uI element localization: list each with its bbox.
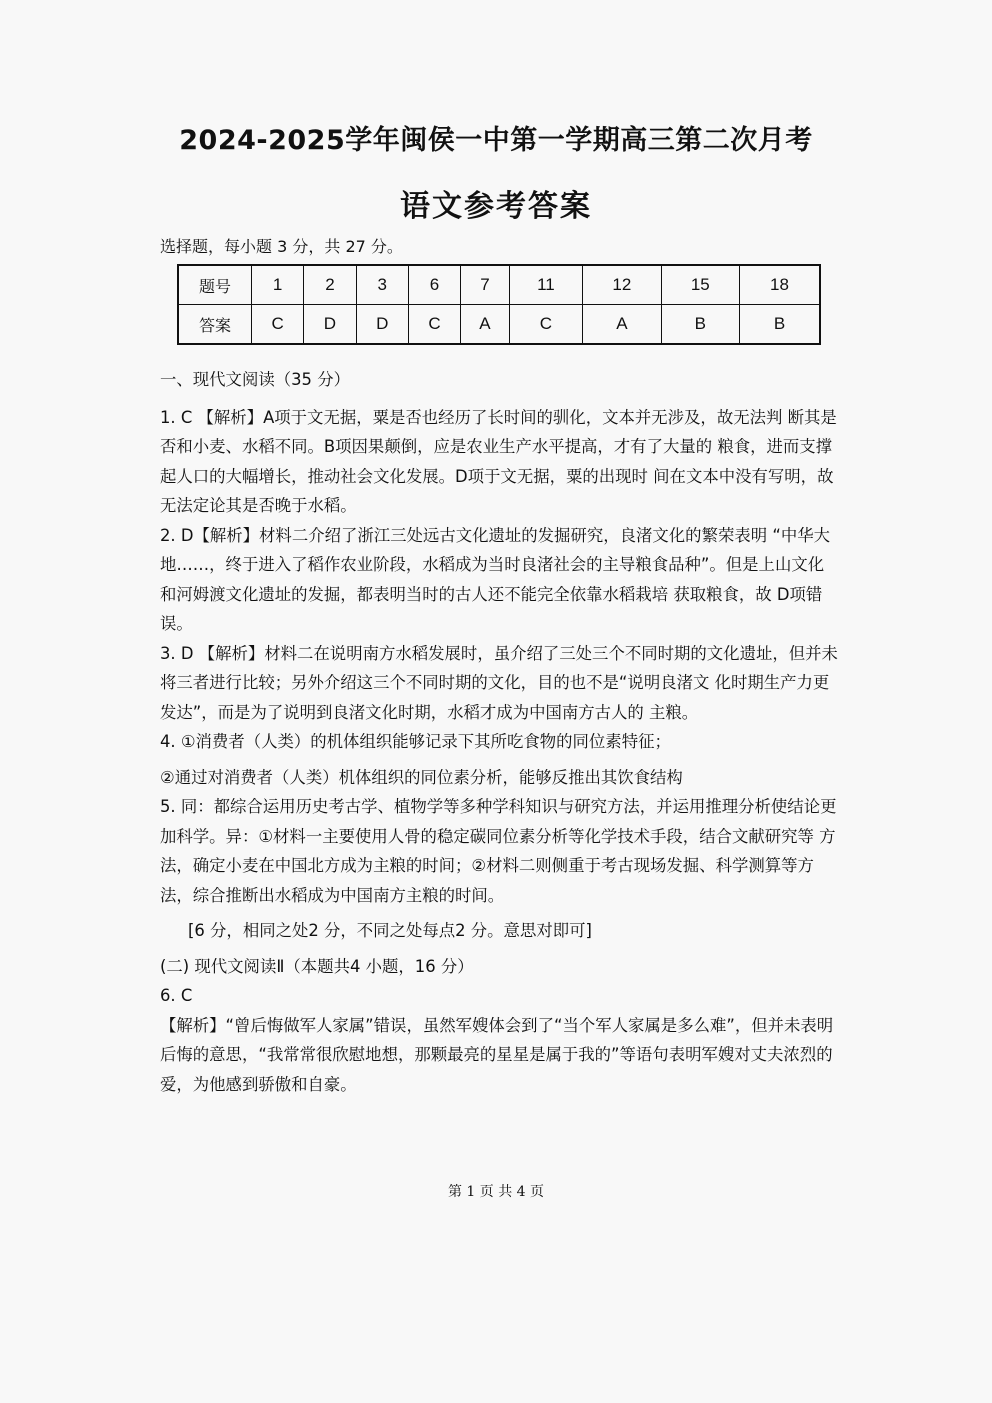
- answer-content: [160, 365, 840, 1099]
- question-number-cell: 1: [252, 265, 304, 305]
- question-number-cell: 18: [740, 265, 820, 305]
- answer-cell: C: [509, 305, 582, 345]
- exam-title: 2024-2025学年闽侯一中第一学期高三第二次月考: [179, 125, 813, 156]
- scoring-note: [6 分，相同之处2 分，不同之处每点2 分。意思对即可]: [188, 921, 592, 940]
- answer-cell: D: [356, 305, 408, 345]
- question-number-cell: 6: [408, 265, 460, 305]
- answer-q6-analysis: 【解析】“曾后悔做军人家属”错误，虽然军嫂体会到了“当个军人家属是多么难”，但并未表明后悔的意思，“我常常很欣慰地想，那颗最亮的星星是属于我的”等语句表明军嫂对丈夫浓烈的爱，为他感到骄傲和自豪。: [160, 1015, 834, 1094]
- answer-q1: 1. C 【解析】A项于文无据，粟是否也经历了长时间的驯化，文本并无涉及，故无法判 断其是否和小麦、水稻不同。B项因果颠倒，应是农业生产水平提高，才有了大量的 粮食，进而支撑起人口的大幅增长，推动社会文化发展。D项于文无据，粟的出现时 间在文本中没有写明，故无法定论其是否晚于水稻。: [160, 407, 837, 515]
- row-label-question: 题号: [178, 265, 252, 305]
- answer-cell: A: [583, 305, 661, 345]
- question-number-cell: 3: [356, 265, 408, 305]
- answer-table: [177, 264, 821, 345]
- question-number-cell: 7: [461, 265, 510, 305]
- answer-cell: C: [408, 305, 460, 345]
- answer-key-title: 语文参考答案: [400, 189, 592, 224]
- answer-cell: C: [252, 305, 304, 345]
- question-number-cell: 11: [509, 265, 582, 305]
- answer-cell: B: [740, 305, 820, 345]
- question-number-cell: 12: [583, 265, 661, 305]
- question-number-row: [178, 265, 820, 305]
- answer-q2: 2. D【解析】材料二介绍了浙江三处远古文化遗址的发掘研究，良渚文化的繁荣表明 “中华大地……，终于进入了稻作农业阶段，水稻成为当时良渚社会的主导粮食品种”。但是上山文化和河姆渡文化遗址的发掘，都表明当时的古人还不能完全依靠水稻栽培 获取粮食，故 D项错误。: [160, 525, 831, 633]
- answer-row: [178, 305, 820, 345]
- page-footer: 第 1 页 共 4 页: [447, 1184, 545, 1200]
- multiple-choice-intro: 选择题，每小题 3 分，共 27 分。: [160, 237, 403, 256]
- answer-cell: A: [461, 305, 510, 345]
- section-heading-modern-reading-2: (二) 现代文阅读Ⅱ（本题共4 小题，16 分）: [160, 956, 474, 976]
- section-heading-modern-reading: 一、现代文阅读（35 分）: [160, 370, 350, 389]
- answer-q6: 6. C: [160, 986, 193, 1005]
- row-label-answer: 答案: [178, 305, 252, 345]
- answer-q4-point2: ②通过对消费者（人类）机体组织的同位素分析，能够反推出其饮食结构: [160, 767, 683, 787]
- question-number-cell: 15: [661, 265, 739, 305]
- answer-q5: 5. 同：都综合运用历史考古学、植物学等多种学科知识与研究方法，并运用推理分析使结论更加科学。异：①材料一主要使用人骨的稳定碳同位素分析等化学技术手段，结合文献研究等 方法，确定小麦在中国北方成为主粮的时间；②材料二则侧重于考古现场发掘、科学测算等方法，综合推断出水稻成为中国南方主粮的时间。: [160, 797, 837, 905]
- answer-cell: B: [661, 305, 739, 345]
- answer-q4-point1: 4. ①消费者（人类）的机体组织能够记录下其所吃食物的同位素特征；: [160, 732, 671, 751]
- question-number-cell: 2: [304, 265, 356, 305]
- answer-cell: D: [304, 305, 356, 345]
- answer-q3: 3. D 【解析】材料二在说明南方水稻发展时，虽介绍了三处三个不同时期的文化遗址，但并未将三者进行比较；另外介绍这三个不同时期的文化，目的也不是“说明良渚文 化时期生产力更发达”，而是为了说明到良渚文化时期，水稻才成为中国南方古人的 主粮。: [160, 643, 838, 722]
